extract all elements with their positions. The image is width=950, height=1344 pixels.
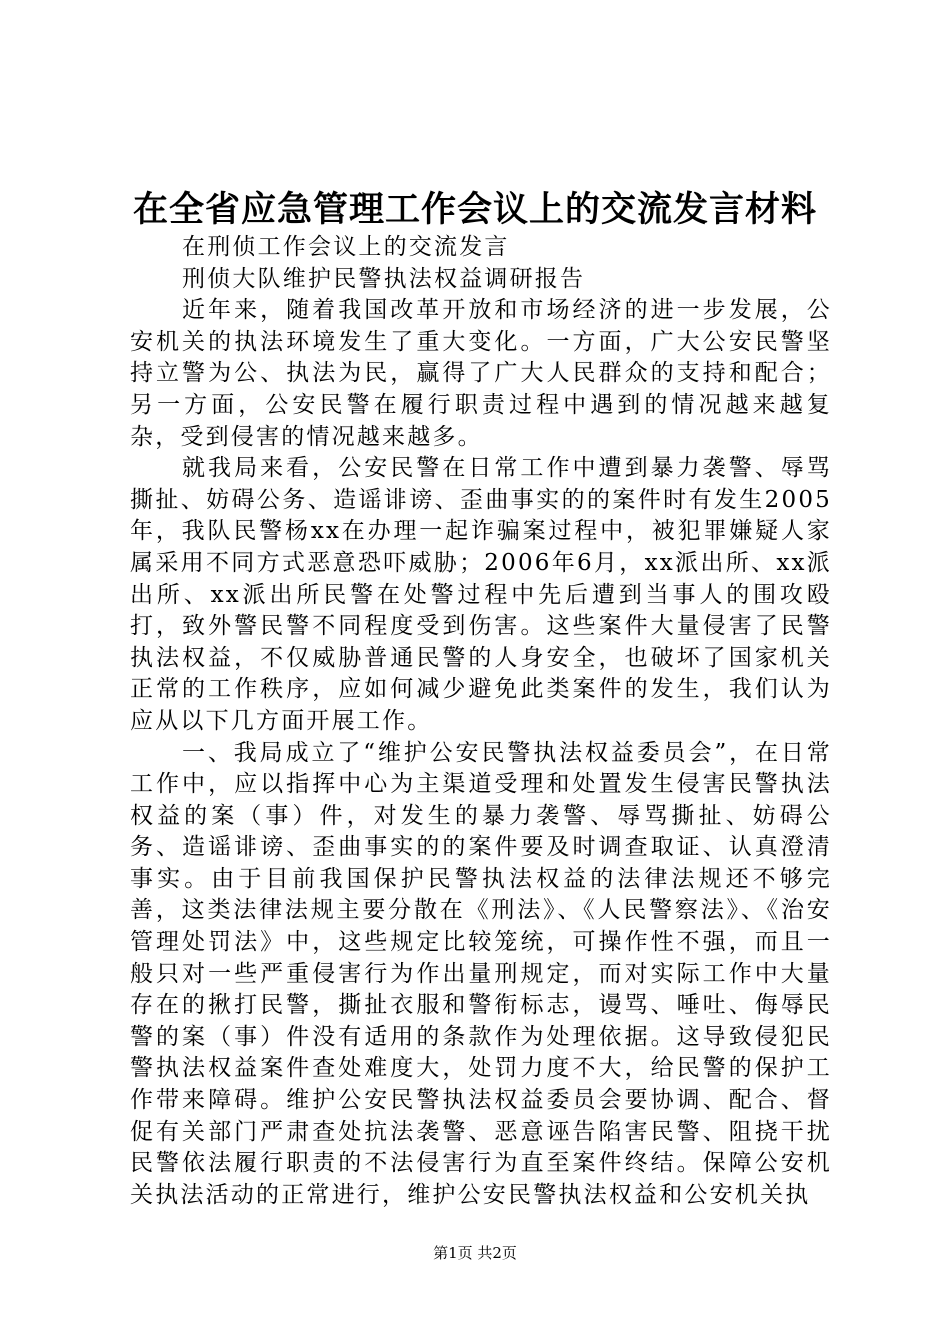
document-title: 在全省应急管理工作会议上的交流发言材料	[132, 189, 817, 230]
paragraph-subtitle-2: 刑侦大队维护民警执法权益调研报告	[182, 265, 586, 292]
paragraph-intro: 近年来，随着我国改革开放和市场经济的进一步发展，公安机关的执法环境发生了重大变化。一方面，广大公安民警坚持立警为公、执法为民，赢得了广大人民群众的支持和配合；另一方面，公安民警在履行职责过程中遇到的情况越来越复杂，受到侵害的情况越来越多。	[130, 297, 832, 450]
page-footer: 第1页 共2页	[433, 1244, 517, 1262]
paragraph-cases: 就我局来看，公安民警在日常工作中遭到暴力袭警、辱骂撕扯、妨碍公务、造谣诽谤、歪曲事实的的案件时有发生2005年，我队民警杨xx在办理一起诈骗案过程中，被犯罪嫌疑人家属采用不同方式恶意恐吓威胁；2006年6月，xx派出所、xx派出所、xx派出所民警在处警过程中先后遭到当事人的围攻殴打，致外警民警不同程度受到伤害。这些案件大量侵害了民警执法权益，不仅威胁普通民警的人身安全，也破坏了国家机关正常的工作秩序，应如何减少避免此类案件的发生，我们认为应从以下几方面开展工作。	[130, 455, 832, 734]
document-body	[130, 232, 832, 1211]
paragraph-measure-1: 一、我局成立了“维护公安民警执法权益委员会”，在日常工作中，应以指挥中心为主渠道受理和处置发生侵害民警执法权益的案（事）件，对发生的暴力袭警、辱骂撕扯、妨碍公务、造谣诽谤、歪曲事实的的案件要及时调查取证、认真澄清事实。由于目前我国保护民警执法权益的法律法规还不够完善，这类法律法规主要分散在《刑法》、《人民警察法》、《治安管理处罚法》中，这些规定比较笼统，可操作性不强，而且一般只对一些严重侵害行为作出量刑规定，而对实际工作中大量存在的揪打民警，撕扯衣服和警衔标志，谩骂、唾吐、侮辱民警的案（事）件没有适用的条款作为处理依据。这导致侵犯民警执法权益案件查处难度大，处罚力度不大，给民警的保护工作带来障碍。维护公安民警执法权益委员会要协调、配合、督促有关部门严肃查处抗法袭警、恶意诬告陷害民警、阻挠干扰民警依法履行职责的不法侵害行为直至案件终结。保障公安机关执法活动的正常进行，维护公安民警执法权益和公安机关执	[130, 739, 832, 1208]
paragraph-subtitle-1: 在刑侦工作会议上的交流发言	[182, 234, 510, 260]
